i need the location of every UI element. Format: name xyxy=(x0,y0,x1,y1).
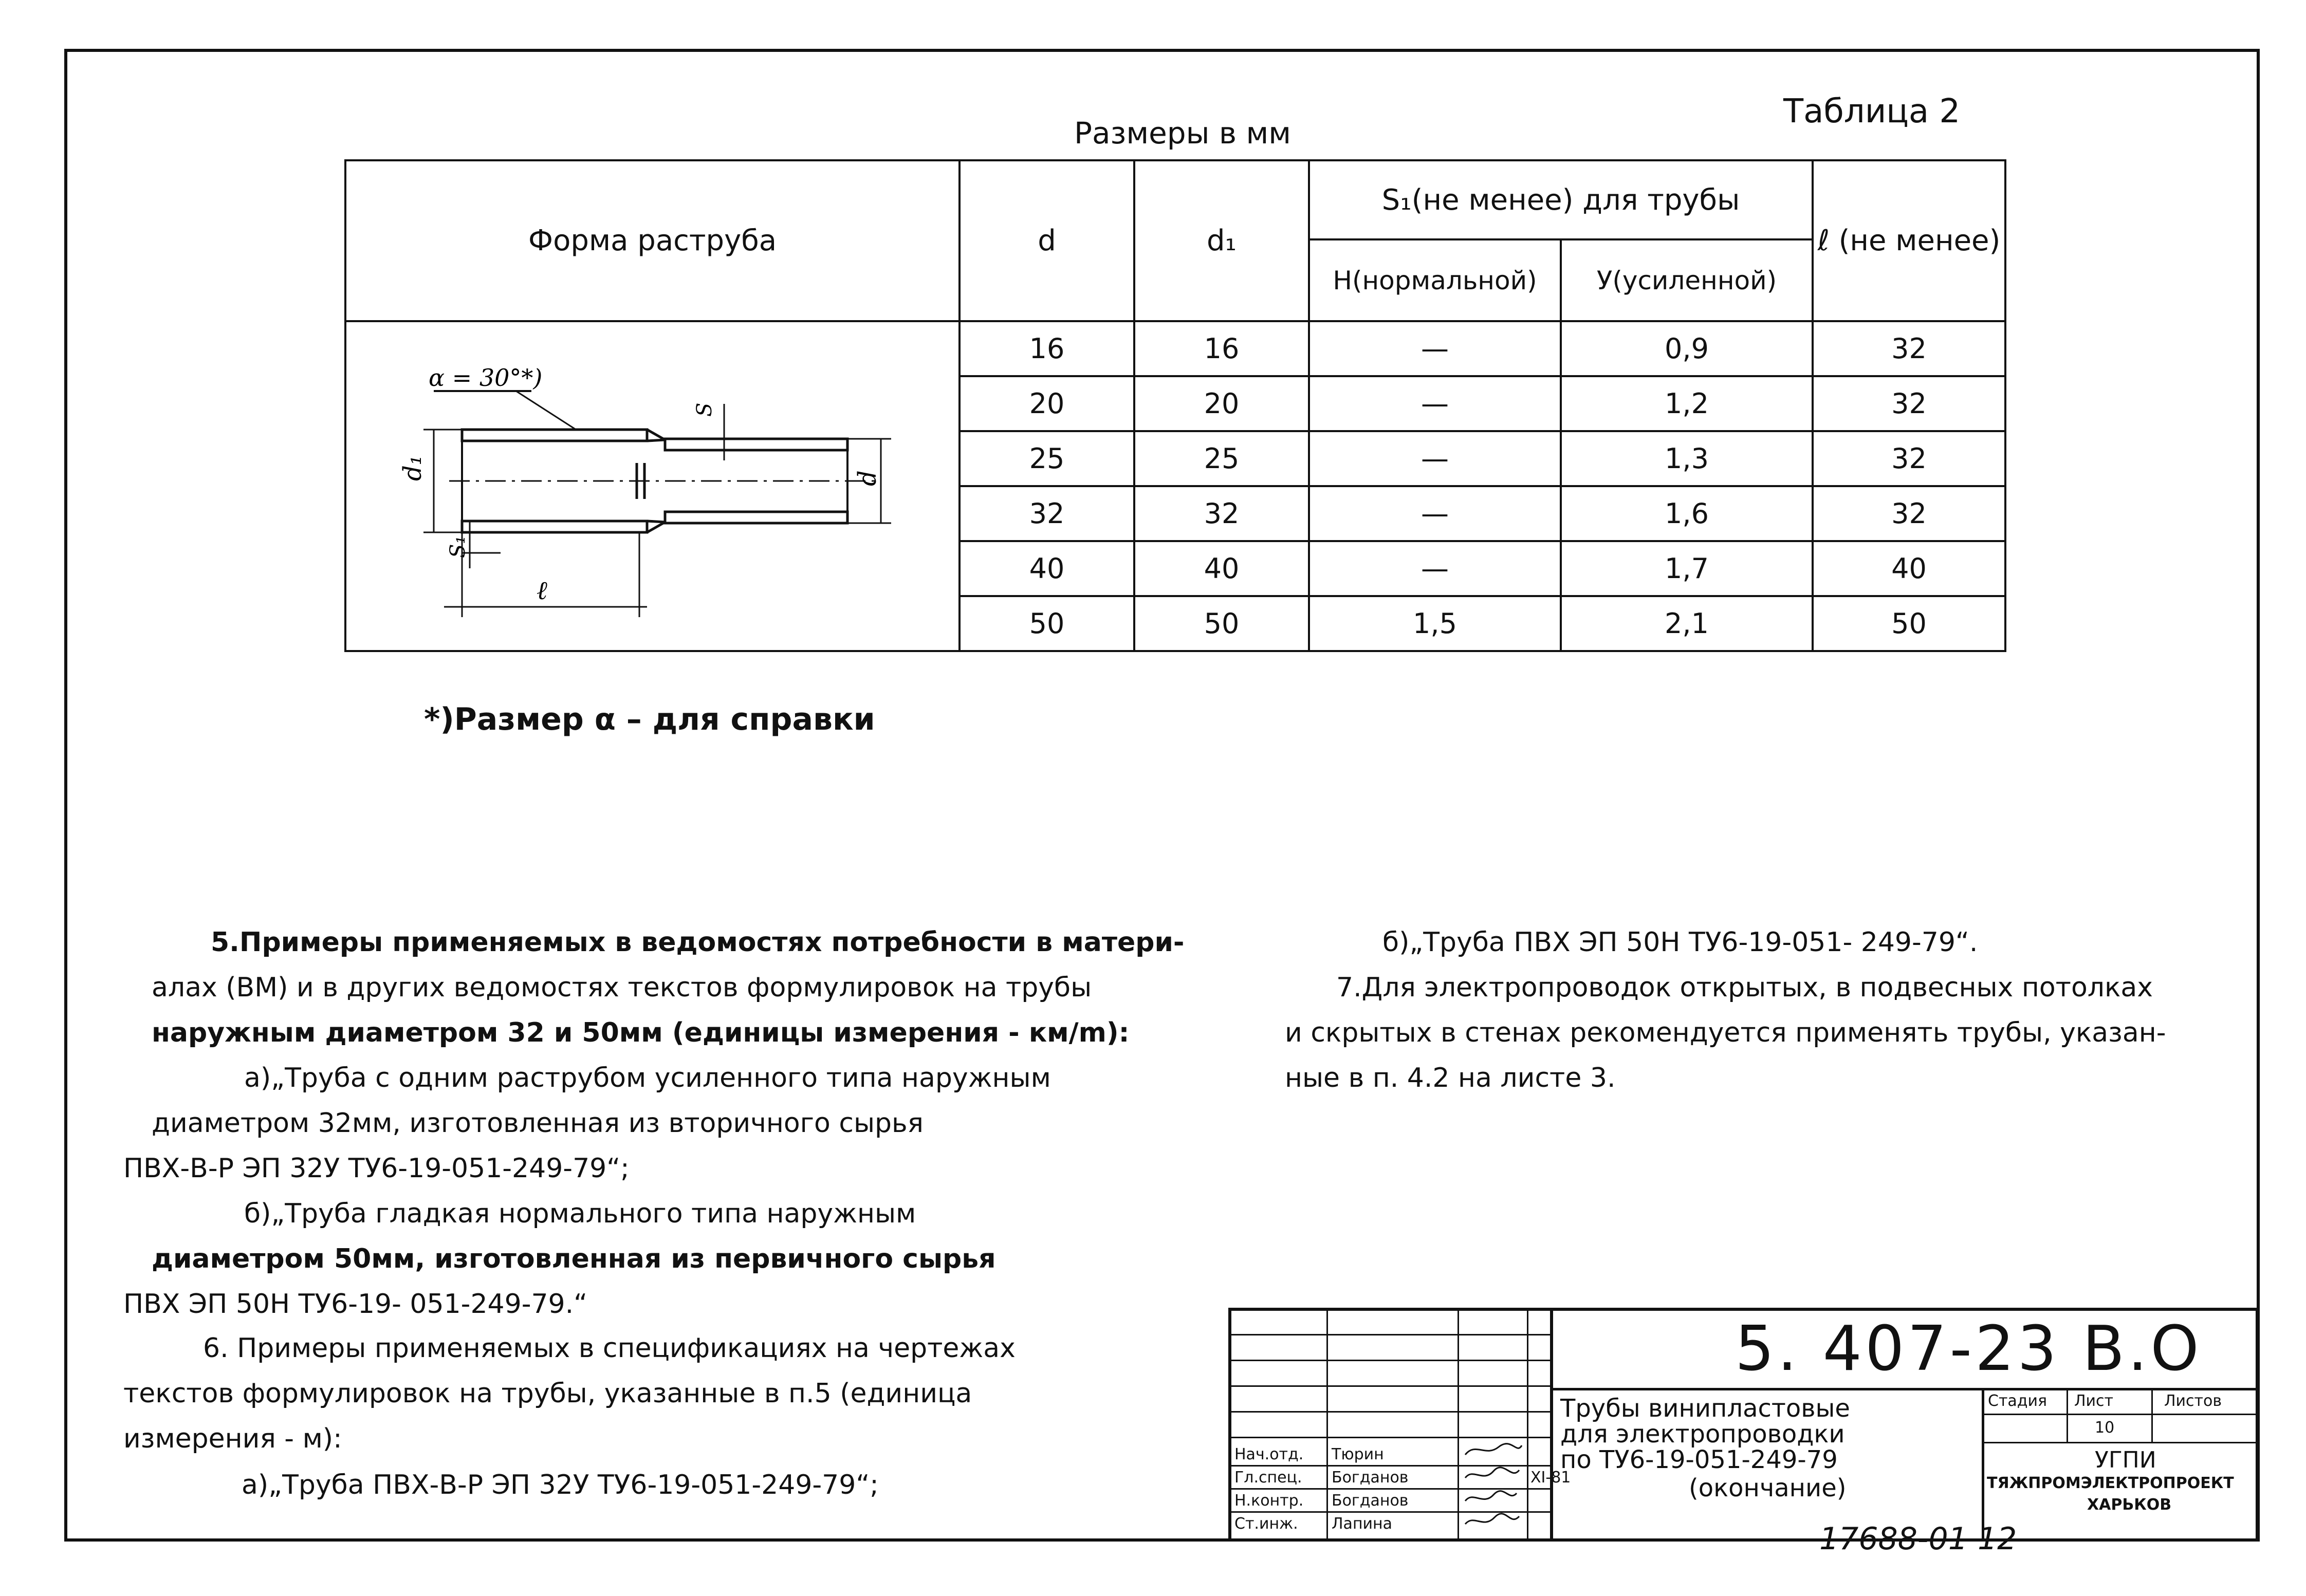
title-line1: Трубы винипластовые xyxy=(1560,1394,1850,1423)
table-title: Таблица 2 xyxy=(1783,92,1961,131)
title-block xyxy=(1228,1308,2259,1542)
date: XI-81 xyxy=(1530,1469,1571,1487)
role-head: Нач.отд. xyxy=(1234,1445,1304,1463)
cell-d: 25 xyxy=(960,431,1134,486)
example-a-line1: а)„Труба с одним раструбом усиленного типа наружным xyxy=(244,1063,1051,1093)
grid-line xyxy=(1982,1414,2259,1415)
cell-d: 50 xyxy=(960,596,1134,651)
grid-line xyxy=(1231,1334,1550,1335)
p6-line1: 6. Примеры применяемых в спецификациях на чертежах xyxy=(203,1333,1016,1364)
p7-line3: ные в п. 4.2 на листе 3. xyxy=(1285,1063,1616,1093)
example-b-line2: диаметром 50мм, изготовленная из первичного сырья xyxy=(152,1244,996,1274)
p5-line1: 5.Примеры применяемых в ведомостях потребности в матери- xyxy=(211,927,1185,958)
header-s1-reinforced: У(усиленной) xyxy=(1561,239,1813,321)
cell-s1-reinforced: 1,7 xyxy=(1561,541,1813,596)
grid-line xyxy=(1231,1385,1550,1387)
cell-d1: 25 xyxy=(1134,431,1309,486)
cell-d: 20 xyxy=(960,376,1134,431)
transition-bottom xyxy=(647,521,665,532)
signatures xyxy=(1463,1439,1524,1539)
socket-wall-top xyxy=(462,430,647,441)
cell-d1: 20 xyxy=(1134,376,1309,431)
grid-line xyxy=(1527,1311,1528,1542)
pipe-wall-top xyxy=(665,439,847,450)
signature-stroke xyxy=(1465,1491,1517,1501)
cell-d1: 50 xyxy=(1134,596,1309,651)
cell-s1-normal: — xyxy=(1309,431,1561,486)
l-label: ℓ xyxy=(537,576,547,605)
cell-d1: 40 xyxy=(1134,541,1309,596)
role-norm-control: Н.контр. xyxy=(1234,1492,1304,1510)
p5-line3: наружным диаметром 32 и 50мм (единицы измерения - км/m): xyxy=(152,1017,1130,1048)
signature-stroke xyxy=(1465,1514,1519,1524)
cell-s1-normal: — xyxy=(1309,486,1561,541)
pipe-dimensions-table xyxy=(344,159,2006,652)
p6-line3: измерения - м): xyxy=(123,1423,342,1454)
grid-divider xyxy=(1550,1311,1553,1542)
example-b-right: б)„Труба ПВХ ЭП 50Н ТУ6-19-051- 249-79“. xyxy=(1382,927,1978,958)
cell-l: 32 xyxy=(1813,376,2005,431)
cell-s1-reinforced: 1,6 xyxy=(1561,486,1813,541)
header-s1-normal: Н(нормальной) xyxy=(1309,239,1561,321)
p7-line2: и скрытых в стенах рекомендуется применять трубы, указан- xyxy=(1285,1017,2166,1048)
sheets-label: Листов xyxy=(2164,1392,2222,1410)
archive-number: 17688-01 12 xyxy=(1819,1521,2017,1557)
cell-d1: 16 xyxy=(1134,321,1309,376)
cell-l: 50 xyxy=(1813,596,2005,651)
org-line3: ХАРЬКОВ xyxy=(2087,1496,2172,1514)
transition-top xyxy=(647,430,665,441)
sheet-label: Лист xyxy=(2074,1392,2114,1410)
cell-s1-reinforced: 0,9 xyxy=(1561,321,1813,376)
grid-line xyxy=(1458,1311,1459,1542)
socket-diagram-cell xyxy=(345,321,960,651)
document-number: 5. 407-23 В.О xyxy=(1735,1313,2202,1385)
socket-wall-bottom xyxy=(462,521,647,532)
title-line3: по ТУ6-19-051-249-79 xyxy=(1560,1445,1838,1474)
grid-line xyxy=(1231,1411,1550,1413)
stage-label: Стадия xyxy=(1988,1392,2047,1410)
header-d1: d₁ xyxy=(1134,160,1309,321)
role-chief-spec: Гл.спец. xyxy=(1234,1469,1302,1487)
socket-diagram xyxy=(346,327,958,645)
p6-example-a: а)„Труба ПВХ-В-Р ЭП 32У ТУ6-19-051-249-79“; xyxy=(242,1470,879,1500)
cell-s1-reinforced: 1,3 xyxy=(1561,431,1813,486)
cell-s1-reinforced: 2,1 xyxy=(1561,596,1813,651)
grid-line xyxy=(1231,1437,1550,1438)
name-4: Лапина xyxy=(1332,1515,1393,1533)
grid-line xyxy=(1982,1442,2259,1443)
cell-l: 32 xyxy=(1813,431,2005,486)
org-line2: ТЯЖПРОМЭЛЕКТРОПРОЕКТ xyxy=(1987,1474,2234,1492)
cell-s1-normal: 1,5 xyxy=(1309,596,1561,651)
cell-d1: 32 xyxy=(1134,486,1309,541)
example-b-line3: ПВХ ЭП 50Н ТУ6-19- 051-249-79.“ xyxy=(123,1289,588,1320)
alpha-label: α = 30°*) xyxy=(429,364,543,392)
p5-line2: алах (ВМ) и в других ведомостях текстов формулировок на трубы xyxy=(152,972,1092,1003)
footnote: *)Размер α – для справки xyxy=(424,701,875,737)
grid-line xyxy=(1326,1311,1328,1542)
s1-label: S₁ xyxy=(446,535,470,558)
grid-line xyxy=(2151,1388,2153,1442)
cell-l: 32 xyxy=(1813,321,2005,376)
pipe-wall-bottom xyxy=(665,512,847,523)
cell-s1-normal: — xyxy=(1309,376,1561,431)
name-1: Тюрин xyxy=(1332,1445,1384,1463)
cell-s1-normal: — xyxy=(1309,541,1561,596)
header-s1-group: S₁(не менее) для трубы xyxy=(1309,160,1813,239)
title-line4: (окончание) xyxy=(1689,1474,1847,1502)
s-label: S xyxy=(693,402,716,417)
p7-line1: 7.Для электропроводок открытых, в подвесных потолках xyxy=(1336,972,2153,1003)
cell-l: 40 xyxy=(1813,541,2005,596)
cell-s1-normal: — xyxy=(1309,321,1561,376)
cell-d: 32 xyxy=(960,486,1134,541)
units-label: Размеры в мм xyxy=(1074,116,1291,151)
signature-stroke xyxy=(1465,1468,1519,1478)
example-b-line1: б)„Труба гладкая нормального типа наружным xyxy=(244,1198,916,1229)
example-a-line3: ПВХ-В-Р ЭП 32У ТУ6-19-051-249-79“; xyxy=(123,1153,630,1184)
grid-line xyxy=(1982,1388,1984,1542)
cell-l: 32 xyxy=(1813,486,2005,541)
title-line2: для электропроводки xyxy=(1560,1420,1845,1449)
header-l: ℓ (не менее) xyxy=(1813,160,2005,321)
name-3: Богданов xyxy=(1332,1492,1409,1510)
d1-label: d₁ xyxy=(398,455,427,481)
grid-line xyxy=(1231,1360,1550,1361)
role-senior-eng: Ст.инж. xyxy=(1234,1515,1298,1533)
example-a-line2: диаметром 32мм, изготовленная из вторичного сырья xyxy=(152,1108,924,1139)
header-shape: Форма раструба xyxy=(345,160,960,321)
table-row xyxy=(345,321,2005,376)
org-line1: УГПИ xyxy=(2095,1447,2156,1473)
header-d: d xyxy=(960,160,1134,321)
p6-line2: текстов формулировок на трубы, указанные в п.5 (единица xyxy=(123,1378,972,1409)
d-label: d xyxy=(853,470,882,486)
grid-line xyxy=(2067,1388,2068,1442)
name-2: Богданов xyxy=(1332,1469,1409,1487)
sheet-value: 10 xyxy=(2095,1419,2115,1437)
cell-s1-reinforced: 1,2 xyxy=(1561,376,1813,431)
signature-stroke xyxy=(1465,1444,1522,1455)
cell-d: 40 xyxy=(960,541,1134,596)
cell-d: 16 xyxy=(960,321,1134,376)
